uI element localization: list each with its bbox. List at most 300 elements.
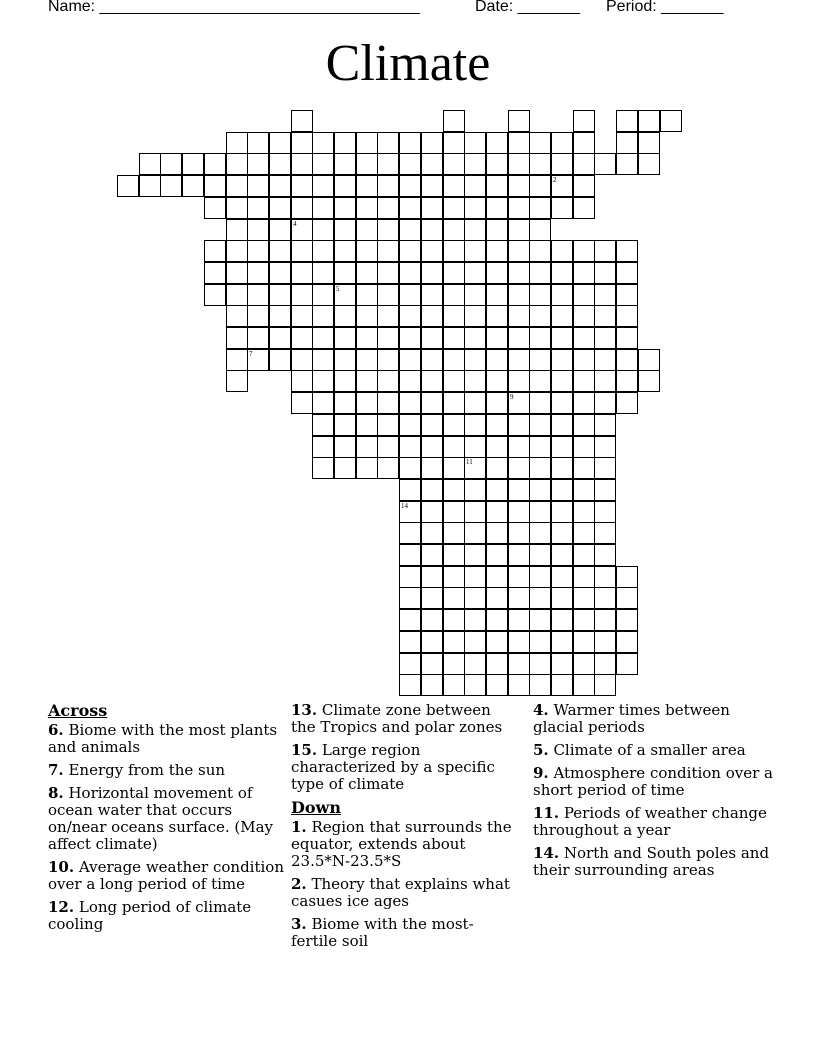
grid-cell[interactable] <box>443 501 465 523</box>
grid-cell[interactable] <box>508 674 530 696</box>
grid-cell[interactable] <box>226 219 248 241</box>
grid-cell[interactable] <box>269 349 291 371</box>
grid-cell[interactable] <box>638 153 660 175</box>
grid-cell[interactable] <box>573 370 595 392</box>
grid-cell[interactable] <box>551 544 573 566</box>
grid-cell[interactable] <box>551 414 573 436</box>
grid-cell[interactable] <box>443 587 465 609</box>
grid-cell[interactable] <box>356 392 378 414</box>
grid-cell[interactable] <box>312 219 334 241</box>
grid-cell[interactable] <box>529 522 551 544</box>
grid-cell[interactable] <box>508 370 530 392</box>
grid-cell[interactable] <box>551 674 573 696</box>
grid-cell[interactable] <box>399 219 421 241</box>
grid-cell[interactable] <box>573 479 595 501</box>
grid-cell[interactable] <box>638 110 660 132</box>
grid-cell[interactable] <box>508 501 530 523</box>
grid-cell[interactable] <box>508 566 530 588</box>
grid-cell[interactable] <box>486 609 508 631</box>
grid-cell[interactable] <box>247 197 269 219</box>
grid-cell[interactable] <box>399 153 421 175</box>
grid-cell[interactable] <box>443 544 465 566</box>
grid-cell[interactable] <box>508 284 530 306</box>
grid-cell[interactable] <box>638 132 660 154</box>
grid-cell[interactable] <box>421 262 443 284</box>
grid-cell[interactable] <box>529 262 551 284</box>
grid-cell[interactable] <box>443 349 465 371</box>
grid-cell[interactable] <box>160 153 182 175</box>
grid-cell[interactable] <box>117 175 139 197</box>
grid-cell[interactable] <box>399 414 421 436</box>
grid-cell[interactable] <box>573 262 595 284</box>
grid-cell[interactable] <box>204 197 226 219</box>
grid-cell[interactable] <box>443 653 465 675</box>
grid-cell[interactable] <box>334 457 356 479</box>
grid-cell[interactable] <box>291 219 313 241</box>
grid-cell[interactable] <box>573 284 595 306</box>
grid-cell[interactable] <box>594 370 616 392</box>
grid-cell[interactable] <box>421 653 443 675</box>
grid-cell[interactable] <box>443 305 465 327</box>
grid-cell[interactable] <box>486 132 508 154</box>
grid-cell[interactable] <box>421 327 443 349</box>
grid-cell[interactable] <box>312 305 334 327</box>
grid-cell[interactable] <box>551 240 573 262</box>
grid-cell[interactable] <box>464 436 486 458</box>
grid-cell[interactable] <box>443 219 465 241</box>
grid-cell[interactable] <box>334 414 356 436</box>
grid-cell[interactable] <box>291 132 313 154</box>
grid-cell[interactable] <box>377 327 399 349</box>
grid-cell[interactable] <box>356 305 378 327</box>
grid-cell[interactable] <box>464 197 486 219</box>
grid-cell[interactable] <box>269 132 291 154</box>
grid-cell[interactable] <box>421 175 443 197</box>
grid-cell[interactable] <box>464 305 486 327</box>
grid-cell[interactable] <box>204 175 226 197</box>
grid-cell[interactable] <box>638 370 660 392</box>
grid-cell[interactable] <box>573 457 595 479</box>
grid-cell[interactable] <box>377 132 399 154</box>
grid-cell[interactable] <box>551 653 573 675</box>
grid-cell[interactable] <box>421 609 443 631</box>
grid-cell[interactable] <box>291 349 313 371</box>
grid-cell[interactable] <box>226 240 248 262</box>
grid-cell[interactable] <box>508 522 530 544</box>
grid-cell[interactable] <box>573 674 595 696</box>
grid-cell[interactable] <box>551 349 573 371</box>
grid-cell[interactable] <box>356 284 378 306</box>
grid-cell[interactable] <box>616 392 638 414</box>
grid-cell[interactable] <box>421 587 443 609</box>
grid-cell[interactable] <box>486 544 508 566</box>
grid-cell[interactable] <box>573 175 595 197</box>
grid-cell[interactable] <box>551 501 573 523</box>
grid-cell[interactable] <box>312 153 334 175</box>
grid-cell[interactable] <box>573 110 595 132</box>
grid-cell[interactable] <box>204 153 226 175</box>
grid-cell[interactable] <box>334 436 356 458</box>
grid-cell[interactable] <box>594 501 616 523</box>
grid-cell[interactable] <box>334 175 356 197</box>
grid-cell[interactable] <box>486 436 508 458</box>
grid-cell[interactable] <box>247 240 269 262</box>
grid-cell[interactable] <box>616 262 638 284</box>
grid-cell[interactable] <box>399 674 421 696</box>
grid-cell[interactable] <box>486 631 508 653</box>
grid-cell[interactable] <box>269 175 291 197</box>
grid-cell[interactable] <box>334 197 356 219</box>
grid-cell[interactable] <box>399 284 421 306</box>
grid-cell[interactable] <box>226 132 248 154</box>
grid-cell[interactable] <box>291 153 313 175</box>
grid-cell[interactable] <box>551 370 573 392</box>
grid-cell[interactable] <box>182 175 204 197</box>
grid-cell[interactable] <box>573 327 595 349</box>
grid-cell[interactable] <box>269 240 291 262</box>
grid-cell[interactable] <box>551 436 573 458</box>
grid-cell[interactable] <box>573 414 595 436</box>
grid-cell[interactable] <box>377 370 399 392</box>
grid-cell[interactable] <box>377 219 399 241</box>
grid-cell[interactable] <box>312 262 334 284</box>
grid-cell[interactable] <box>594 609 616 631</box>
grid-cell[interactable] <box>356 262 378 284</box>
grid-cell[interactable] <box>551 587 573 609</box>
grid-cell[interactable] <box>399 132 421 154</box>
grid-cell[interactable] <box>377 436 399 458</box>
grid-cell[interactable] <box>312 240 334 262</box>
grid-cell[interactable] <box>443 674 465 696</box>
grid-cell[interactable] <box>312 392 334 414</box>
grid-cell[interactable] <box>464 674 486 696</box>
grid-cell[interactable] <box>508 631 530 653</box>
grid-cell[interactable] <box>529 305 551 327</box>
grid-cell[interactable] <box>421 457 443 479</box>
grid-cell[interactable] <box>508 197 530 219</box>
grid-cell[interactable] <box>529 392 551 414</box>
grid-cell[interactable] <box>377 349 399 371</box>
grid-cell[interactable] <box>529 175 551 197</box>
grid-cell[interactable] <box>508 175 530 197</box>
grid-cell[interactable] <box>312 175 334 197</box>
grid-cell[interactable] <box>616 327 638 349</box>
grid-cell[interactable] <box>139 153 161 175</box>
grid-cell[interactable] <box>508 262 530 284</box>
grid-cell[interactable] <box>443 175 465 197</box>
grid-cell[interactable] <box>356 240 378 262</box>
grid-cell[interactable] <box>399 522 421 544</box>
grid-cell[interactable] <box>399 240 421 262</box>
grid-cell[interactable] <box>291 327 313 349</box>
grid-cell[interactable] <box>529 219 551 241</box>
grid-cell[interactable] <box>464 327 486 349</box>
grid-cell[interactable] <box>356 153 378 175</box>
grid-cell[interactable] <box>247 219 269 241</box>
grid-cell[interactable] <box>529 327 551 349</box>
grid-cell[interactable] <box>247 153 269 175</box>
grid-cell[interactable] <box>377 392 399 414</box>
grid-cell[interactable] <box>486 370 508 392</box>
grid-cell[interactable] <box>356 457 378 479</box>
grid-cell[interactable] <box>616 240 638 262</box>
grid-cell[interactable] <box>421 479 443 501</box>
grid-cell[interactable] <box>529 349 551 371</box>
grid-cell[interactable] <box>356 327 378 349</box>
grid-cell[interactable] <box>334 262 356 284</box>
grid-cell[interactable] <box>291 262 313 284</box>
grid-cell[interactable] <box>204 240 226 262</box>
grid-cell[interactable] <box>529 132 551 154</box>
grid-cell[interactable] <box>464 219 486 241</box>
grid-cell[interactable] <box>594 566 616 588</box>
grid-cell[interactable] <box>594 262 616 284</box>
grid-cell[interactable] <box>421 566 443 588</box>
grid-cell[interactable] <box>508 544 530 566</box>
grid-cell[interactable] <box>551 153 573 175</box>
grid-cell[interactable] <box>443 240 465 262</box>
grid-cell[interactable] <box>399 501 421 523</box>
grid-cell[interactable] <box>529 436 551 458</box>
grid-cell[interactable] <box>573 153 595 175</box>
grid-cell[interactable] <box>291 284 313 306</box>
grid-cell[interactable] <box>421 522 443 544</box>
grid-cell[interactable] <box>573 392 595 414</box>
grid-cell[interactable] <box>247 175 269 197</box>
grid-cell[interactable] <box>551 197 573 219</box>
grid-cell[interactable] <box>443 457 465 479</box>
grid-cell[interactable] <box>529 197 551 219</box>
grid-cell[interactable] <box>551 175 573 197</box>
grid-cell[interactable] <box>486 349 508 371</box>
grid-cell[interactable] <box>312 457 334 479</box>
grid-cell[interactable] <box>291 110 313 132</box>
grid-cell[interactable] <box>508 587 530 609</box>
grid-cell[interactable] <box>399 327 421 349</box>
grid-cell[interactable] <box>226 327 248 349</box>
grid-cell[interactable] <box>356 175 378 197</box>
grid-cell[interactable] <box>356 132 378 154</box>
grid-cell[interactable] <box>616 609 638 631</box>
grid-cell[interactable] <box>421 674 443 696</box>
grid-cell[interactable] <box>529 544 551 566</box>
grid-cell[interactable] <box>464 349 486 371</box>
grid-cell[interactable] <box>594 522 616 544</box>
grid-cell[interactable] <box>377 414 399 436</box>
grid-cell[interactable] <box>226 197 248 219</box>
grid-cell[interactable] <box>291 197 313 219</box>
grid-cell[interactable] <box>334 132 356 154</box>
grid-cell[interactable] <box>291 240 313 262</box>
grid-cell[interactable] <box>226 305 248 327</box>
grid-cell[interactable] <box>508 436 530 458</box>
grid-cell[interactable] <box>334 327 356 349</box>
grid-cell[interactable] <box>616 653 638 675</box>
grid-cell[interactable] <box>421 501 443 523</box>
grid-cell[interactable] <box>486 653 508 675</box>
grid-cell[interactable] <box>594 153 616 175</box>
grid-cell[interactable] <box>226 262 248 284</box>
grid-cell[interactable] <box>573 566 595 588</box>
grid-cell[interactable] <box>464 262 486 284</box>
grid-cell[interactable] <box>204 262 226 284</box>
grid-cell[interactable] <box>573 436 595 458</box>
grid-cell[interactable] <box>551 479 573 501</box>
grid-cell[interactable] <box>594 587 616 609</box>
grid-cell[interactable] <box>616 132 638 154</box>
grid-cell[interactable] <box>486 262 508 284</box>
grid-cell[interactable] <box>573 305 595 327</box>
grid-cell[interactable] <box>421 349 443 371</box>
grid-cell[interactable] <box>226 284 248 306</box>
grid-cell[interactable] <box>529 370 551 392</box>
grid-cell[interactable] <box>312 327 334 349</box>
grid-cell[interactable] <box>551 327 573 349</box>
grid-cell[interactable] <box>529 653 551 675</box>
grid-cell[interactable] <box>443 479 465 501</box>
grid-cell[interactable] <box>573 197 595 219</box>
grid-cell[interactable] <box>226 153 248 175</box>
grid-cell[interactable] <box>486 414 508 436</box>
grid-cell[interactable] <box>226 175 248 197</box>
grid-cell[interactable] <box>334 219 356 241</box>
grid-cell[interactable] <box>573 349 595 371</box>
grid-cell[interactable] <box>291 370 313 392</box>
grid-cell[interactable] <box>551 262 573 284</box>
grid-cell[interactable] <box>616 153 638 175</box>
grid-cell[interactable] <box>399 566 421 588</box>
grid-cell[interactable] <box>594 392 616 414</box>
grid-cell[interactable] <box>247 349 269 371</box>
grid-cell[interactable] <box>660 110 682 132</box>
grid-cell[interactable] <box>399 609 421 631</box>
grid-cell[interactable] <box>443 522 465 544</box>
grid-cell[interactable] <box>399 653 421 675</box>
grid-cell[interactable] <box>291 305 313 327</box>
grid-cell[interactable] <box>551 631 573 653</box>
grid-cell[interactable] <box>443 631 465 653</box>
grid-cell[interactable] <box>356 197 378 219</box>
grid-cell[interactable] <box>464 631 486 653</box>
grid-cell[interactable] <box>443 197 465 219</box>
grid-cell[interactable] <box>269 197 291 219</box>
grid-cell[interactable] <box>334 305 356 327</box>
grid-cell[interactable] <box>573 653 595 675</box>
grid-cell[interactable] <box>486 479 508 501</box>
grid-cell[interactable] <box>182 153 204 175</box>
grid-cell[interactable] <box>594 653 616 675</box>
grid-cell[interactable] <box>269 153 291 175</box>
grid-cell[interactable] <box>529 674 551 696</box>
grid-cell[interactable] <box>508 219 530 241</box>
grid-cell[interactable] <box>573 240 595 262</box>
grid-cell[interactable] <box>508 414 530 436</box>
grid-cell[interactable] <box>247 305 269 327</box>
grid-cell[interactable] <box>464 392 486 414</box>
grid-cell[interactable] <box>312 284 334 306</box>
grid-cell[interactable] <box>443 284 465 306</box>
grid-cell[interactable] <box>421 284 443 306</box>
grid-cell[interactable] <box>377 457 399 479</box>
grid-cell[interactable] <box>334 153 356 175</box>
grid-cell[interactable] <box>508 349 530 371</box>
grid-cell[interactable] <box>464 501 486 523</box>
grid-cell[interactable] <box>464 609 486 631</box>
grid-cell[interactable] <box>377 153 399 175</box>
grid-cell[interactable] <box>486 219 508 241</box>
grid-cell[interactable] <box>139 175 161 197</box>
grid-cell[interactable] <box>464 544 486 566</box>
grid-cell[interactable] <box>399 392 421 414</box>
grid-cell[interactable] <box>443 370 465 392</box>
grid-cell[interactable] <box>269 327 291 349</box>
grid-cell[interactable] <box>269 305 291 327</box>
grid-cell[interactable] <box>356 414 378 436</box>
grid-cell[interactable] <box>269 284 291 306</box>
grid-cell[interactable] <box>443 327 465 349</box>
grid-cell[interactable] <box>529 240 551 262</box>
grid-cell[interactable] <box>638 349 660 371</box>
grid-cell[interactable] <box>616 370 638 392</box>
grid-cell[interactable] <box>573 132 595 154</box>
grid-cell[interactable] <box>356 370 378 392</box>
grid-cell[interactable] <box>486 240 508 262</box>
grid-cell[interactable] <box>291 175 313 197</box>
grid-cell[interactable] <box>573 522 595 544</box>
grid-cell[interactable] <box>529 153 551 175</box>
grid-cell[interactable] <box>334 370 356 392</box>
grid-cell[interactable] <box>508 305 530 327</box>
grid-cell[interactable] <box>443 110 465 132</box>
grid-cell[interactable] <box>377 262 399 284</box>
grid-cell[interactable] <box>616 587 638 609</box>
grid-cell[interactable] <box>551 457 573 479</box>
grid-cell[interactable] <box>616 566 638 588</box>
grid-cell[interactable] <box>247 262 269 284</box>
grid-cell[interactable] <box>508 457 530 479</box>
grid-cell[interactable] <box>399 197 421 219</box>
grid-cell[interactable] <box>377 175 399 197</box>
grid-cell[interactable] <box>443 609 465 631</box>
grid-cell[interactable] <box>247 327 269 349</box>
grid-cell[interactable] <box>356 219 378 241</box>
grid-cell[interactable] <box>312 436 334 458</box>
grid-cell[interactable] <box>399 631 421 653</box>
grid-cell[interactable] <box>421 436 443 458</box>
grid-cell[interactable] <box>334 392 356 414</box>
grid-cell[interactable] <box>247 132 269 154</box>
grid-cell[interactable] <box>464 284 486 306</box>
grid-cell[interactable] <box>377 240 399 262</box>
grid-cell[interactable] <box>551 284 573 306</box>
grid-cell[interactable] <box>421 370 443 392</box>
grid-cell[interactable] <box>529 457 551 479</box>
grid-cell[interactable] <box>247 284 269 306</box>
grid-cell[interactable] <box>377 305 399 327</box>
grid-cell[interactable] <box>226 349 248 371</box>
grid-cell[interactable] <box>594 414 616 436</box>
grid-cell[interactable] <box>508 110 530 132</box>
grid-cell[interactable] <box>377 197 399 219</box>
grid-cell[interactable] <box>464 479 486 501</box>
grid-cell[interactable] <box>508 479 530 501</box>
grid-cell[interactable] <box>551 566 573 588</box>
grid-cell[interactable] <box>486 197 508 219</box>
grid-cell[interactable] <box>443 132 465 154</box>
grid-cell[interactable] <box>356 436 378 458</box>
grid-cell[interactable] <box>269 262 291 284</box>
grid-cell[interactable] <box>464 240 486 262</box>
